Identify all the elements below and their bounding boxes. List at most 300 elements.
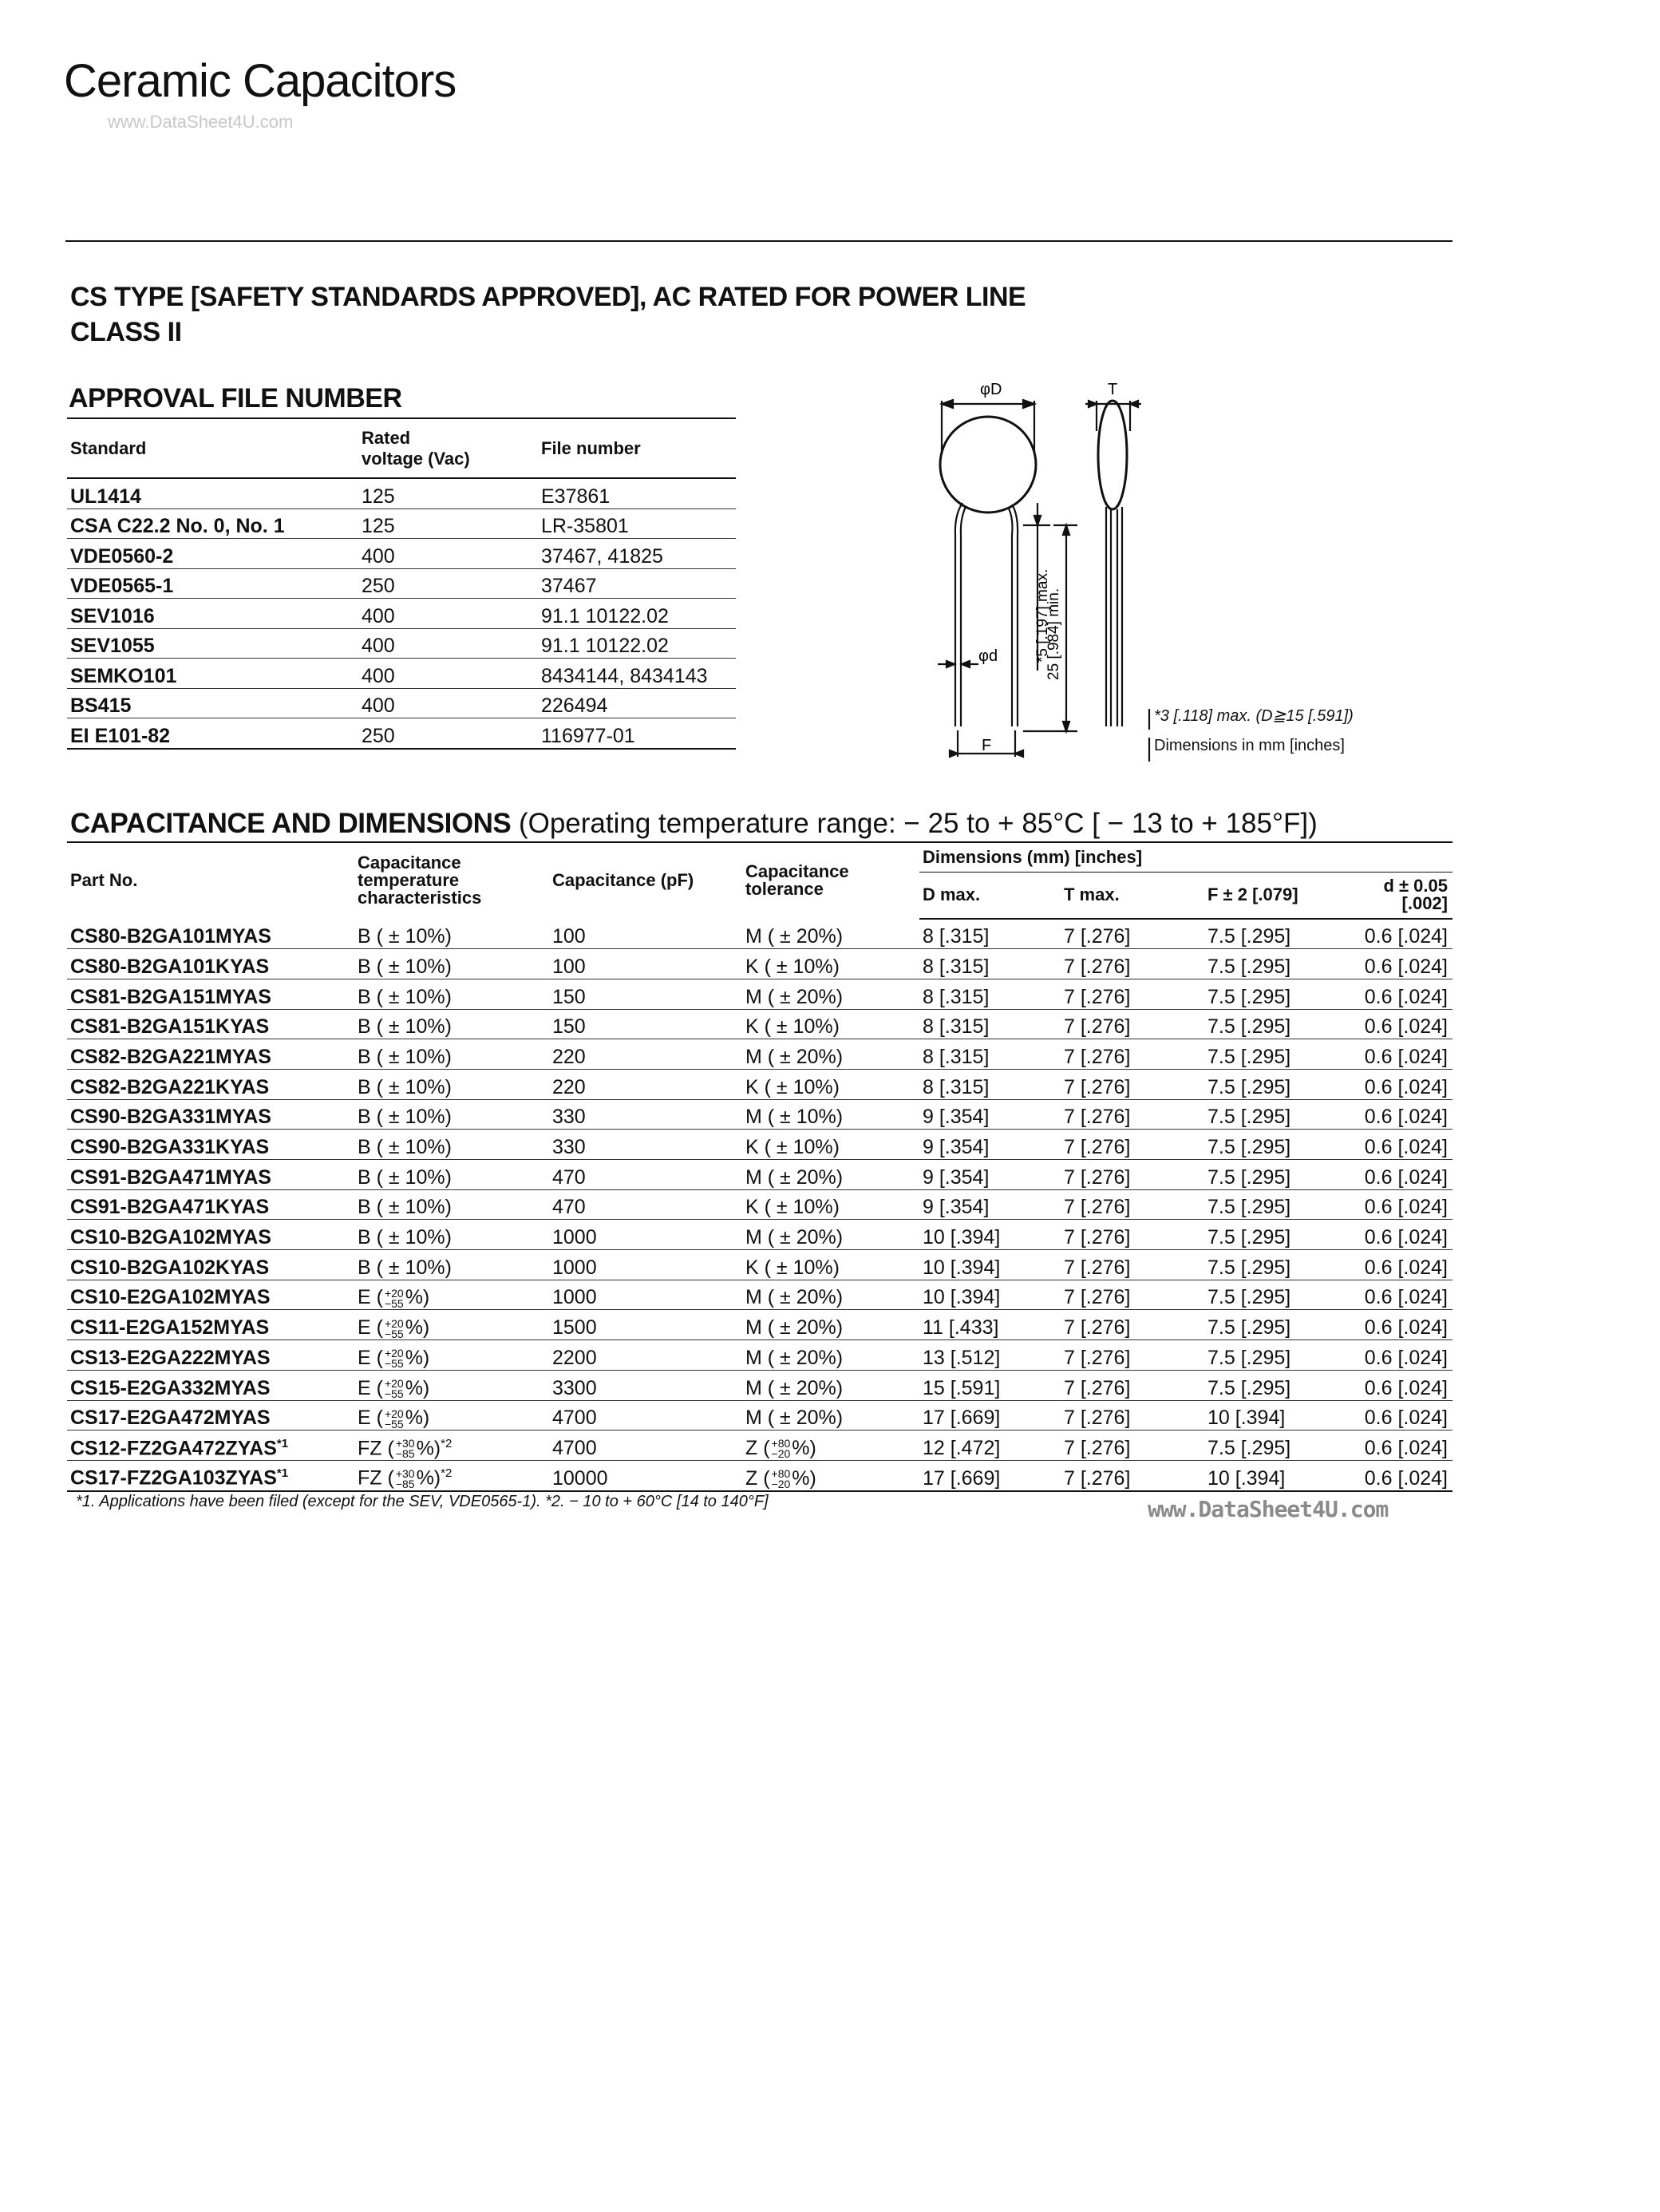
capacitance-row [67,1099,1452,1130]
d-max: 17 [.669] [919,1400,1061,1430]
approval-voltage: 250 [358,568,538,599]
d-max: 12 [.472] [919,1430,1061,1461]
approval-file: 226494 [538,688,736,718]
tolerance [742,1460,919,1490]
temp-characteristic [354,1370,549,1400]
part-number [67,919,354,949]
tolerance-fraction [396,1438,415,1459]
t-max: 7 [.276] [1061,1099,1204,1130]
lower-limit: −55 [384,1417,404,1430]
approval-file: 37467, 41825 [538,539,736,569]
t-max: 7 [.276] [1061,1460,1204,1490]
tolerance: K ( ± 10%) [742,1250,919,1280]
approval-standard: SEMKO101 [67,659,358,689]
value-prefix: FZ ( [358,1466,394,1490]
page-title: Ceramic Capacitors [64,55,457,107]
temp-characteristic [354,1340,549,1371]
capacitance-row [67,919,1452,949]
part-number-text: CS90-B2GA331KYAS [70,1136,270,1158]
capacitance-row [67,1069,1452,1099]
approval-table [67,417,736,750]
capacitance-row [67,949,1452,979]
approval-row [67,688,736,718]
t-max: 7 [.276] [1061,1189,1204,1220]
lead-diameter: 0.6 [.024] [1350,1370,1452,1400]
diagram-note-lead: *3 [.118] max. (D≧15 [.591]) [1154,707,1354,725]
capacitance-row [67,1039,1452,1070]
capacitance-value: 220 [549,1039,742,1070]
part-number [67,1310,354,1340]
col-rated-voltage: Rated voltage (Vac) [358,418,538,478]
approval-row [67,599,736,629]
capacitance-value: 4700 [549,1430,742,1461]
tolerance [742,1430,919,1461]
f-spacing: 7.5 [.295] [1204,1039,1350,1070]
tolerance: K ( ± 10%) [742,1009,919,1039]
capacitance-value: 330 [549,1130,742,1160]
part-number [67,1130,354,1160]
capacitance-value: 1000 [549,1220,742,1250]
footnote-ref: *1 [276,1436,289,1450]
approval-row [67,659,736,689]
lead-diameter: 0.6 [.024] [1350,1250,1452,1280]
part-number [67,1370,354,1400]
capacitance-row [67,1220,1452,1250]
col-d-max: D max. [919,873,1061,919]
approval-voltage: 400 [358,688,538,718]
capacitance-value: 1500 [549,1310,742,1340]
part-number-text: CS80-B2GA101KYAS [70,955,270,978]
capacitance-value: 220 [549,1069,742,1099]
col-t-max: T max. [1061,873,1204,919]
capacitance-row [67,1310,1452,1340]
lead-diameter: 0.6 [.024] [1350,1340,1452,1371]
d-max: 9 [.354] [919,1099,1061,1130]
part-number-text: CS17-E2GA472MYAS [70,1407,271,1430]
part-number-text: CS82-B2GA221KYAS [70,1075,270,1098]
part-number [67,1039,354,1070]
approval-header-row [67,418,736,478]
value-suffix: %) [405,1346,430,1369]
capacitance-row [67,1130,1452,1160]
lead-diameter: 0.6 [.024] [1350,1220,1452,1250]
upper-limit: +20 [384,1407,404,1420]
label-T: T [1108,381,1118,398]
approval-voltage: 125 [358,478,538,508]
d-max: 13 [.512] [919,1340,1061,1371]
approval-standard: VDE0565-1 [67,568,358,599]
capacitance-value: 330 [549,1099,742,1130]
value-prefix: E ( [358,1286,383,1309]
capacitance-row [67,1430,1452,1461]
upper-limit: +20 [384,1316,404,1330]
temp-characteristic: B ( ± 10%) [354,1130,549,1160]
part-number [67,1220,354,1250]
upper-limit: +30 [395,1466,415,1480]
f-spacing: 7.5 [.295] [1204,1310,1350,1340]
approval-voltage: 400 [358,659,538,689]
temp-characteristic: B ( ± 10%) [354,1189,549,1220]
approval-row [67,508,736,539]
t-max: 7 [.276] [1061,1130,1204,1160]
part-number-text: CS81-B2GA151MYAS [70,985,271,1008]
capacitance-title [70,808,1318,840]
section-heading [70,279,1026,350]
lead-diameter: 0.6 [.024] [1350,1460,1452,1490]
col-f: F ± 2 [.079] [1204,873,1350,919]
capacitance-value: 10000 [549,1460,742,1490]
col-capacitance: Capacitance (pF) [549,842,742,919]
f-spacing: 7.5 [.295] [1204,1280,1350,1310]
d-max: 9 [.354] [919,1189,1061,1220]
f-spacing: 7.5 [.295] [1204,1430,1350,1461]
t-max: 7 [.276] [1061,1009,1204,1039]
approval-voltage: 125 [358,508,538,539]
temp-characteristic: B ( ± 10%) [354,1220,549,1250]
approval-row [67,718,736,749]
capacitance-row [67,1189,1452,1220]
tolerance: M ( ± 10%) [742,1099,919,1130]
capacitance-value: 4700 [549,1400,742,1430]
tolerance: M ( ± 20%) [742,1220,919,1250]
temp-characteristic [354,1400,549,1430]
tolerance: K ( ± 10%) [742,1130,919,1160]
part-number-text: CS91-B2GA471MYAS [70,1165,271,1189]
capacitance-row [67,1280,1452,1310]
d-max: 11 [.433] [919,1310,1061,1340]
t-max: 7 [.276] [1061,1310,1204,1340]
d-max: 8 [.315] [919,1039,1061,1070]
value-suffix: %) [416,1466,441,1490]
value-prefix: E ( [358,1407,383,1430]
f-spacing: 7.5 [.295] [1204,1370,1350,1400]
part-number-text: CS80-B2GA101MYAS [70,925,271,948]
lead-diameter: 0.6 [.024] [1350,979,1452,1009]
section-heading-line1: CS TYPE [SAFETY STANDARDS APPROVED], AC RATED FOR POWER LINE [70,282,1026,312]
lead-diameter: 0.6 [.024] [1350,919,1452,949]
approval-file: E37861 [538,478,736,508]
lower-limit: −55 [384,1357,404,1371]
label-25-min: 25 [.984] min. [1045,588,1062,680]
approval-file: 8434144, 8434143 [538,659,736,689]
tolerance: M ( ± 20%) [742,1310,919,1340]
part-number [67,979,354,1009]
capacitance-row [67,979,1452,1009]
part-number-text: CS13-E2GA222MYAS [70,1346,271,1369]
t-max: 7 [.276] [1061,1400,1204,1430]
f-spacing: 7.5 [.295] [1204,1220,1350,1250]
t-max: 7 [.276] [1061,1280,1204,1310]
part-number-text: CS91-B2GA471KYAS [70,1196,270,1219]
approval-standard: BS415 [67,688,358,718]
capacitance-value: 150 [549,1009,742,1039]
temp-characteristic: B ( ± 10%) [354,949,549,979]
temp-characteristic: B ( ± 10%) [354,1039,549,1070]
part-number-text: CS17-FZ2GA103ZYAS [70,1466,277,1490]
part-number [67,1340,354,1371]
lower-limit: −85 [395,1447,415,1461]
value-suffix: %) [405,1286,430,1309]
approval-standard: UL1414 [67,478,358,508]
d-max: 10 [.394] [919,1250,1061,1280]
f-spacing: 10 [.394] [1204,1400,1350,1430]
f-spacing: 7.5 [.295] [1204,1099,1350,1130]
temp-characteristic: B ( ± 10%) [354,979,549,1009]
part-number-text: CS12-FZ2GA472ZYAS [70,1436,277,1459]
tolerance-fraction [771,1466,791,1490]
part-number [67,1160,354,1190]
approval-voltage: 400 [358,539,538,569]
capacitance-value: 100 [549,919,742,949]
part-number [67,1280,354,1310]
lead-diameter: 0.6 [.024] [1350,1280,1452,1310]
lead-diameter: 0.6 [.024] [1350,1430,1452,1461]
capacitance-value: 3300 [549,1370,742,1400]
lower-limit: −20 [771,1447,791,1461]
d-max: 17 [.669] [919,1460,1061,1490]
value-suffix: %) [792,1466,816,1490]
approval-standard: SEV1055 [67,628,358,659]
capacitance-value: 100 [549,949,742,979]
approval-file: 116977-01 [538,718,736,749]
footnote-ref: *2 [441,1436,453,1450]
upper-limit: +80 [771,1437,791,1450]
temp-characteristic: B ( ± 10%) [354,1009,549,1039]
part-number-text: CS15-E2GA332MYAS [70,1376,271,1399]
label-phi-d: φd [978,647,998,665]
temp-characteristic [354,1310,549,1340]
f-spacing: 7.5 [.295] [1204,1069,1350,1099]
approval-voltage: 250 [358,718,538,749]
part-number-text: CS10-E2GA102MYAS [70,1286,271,1309]
value-suffix: %) [792,1436,816,1459]
part-number-text: CS81-B2GA151KYAS [70,1015,270,1039]
temp-characteristic [354,1280,549,1310]
t-max: 7 [.276] [1061,1069,1204,1099]
d-max: 15 [.591] [919,1370,1061,1400]
approval-standard: VDE0560-2 [67,539,358,569]
upper-limit: +20 [384,1376,404,1390]
capacitance-table [67,841,1452,1492]
temp-characteristic: B ( ± 10%) [354,1250,549,1280]
upper-limit: +20 [384,1347,404,1360]
tolerance: K ( ± 10%) [742,949,919,979]
capacitance-value: 1000 [549,1280,742,1310]
temp-characteristic: B ( ± 10%) [354,1069,549,1099]
value-prefix: Z ( [745,1466,770,1490]
diagram-note-units: Dimensions in mm [inches] [1154,737,1345,754]
d-max: 9 [.354] [919,1130,1061,1160]
upper-limit: +20 [384,1286,404,1300]
temp-characteristic: B ( ± 10%) [354,1160,549,1190]
approval-row [67,478,736,508]
capacitance-value: 470 [549,1189,742,1220]
approval-row [67,628,736,659]
temp-characteristic: B ( ± 10%) [354,1099,549,1130]
tolerance: M ( ± 20%) [742,1340,919,1371]
tolerance: M ( ± 20%) [742,1280,919,1310]
value-prefix: E ( [358,1376,383,1399]
value-suffix: %) [405,1407,430,1430]
tolerance-fraction [772,1438,791,1459]
lower-limit: −55 [384,1387,404,1400]
col-standard: Standard [67,418,358,478]
d-max: 8 [.315] [919,979,1061,1009]
lead-diameter: 0.6 [.024] [1350,1400,1452,1430]
approval-voltage: 400 [358,628,538,659]
part-number-text: CS11-E2GA152MYAS [70,1316,270,1339]
col-part-no: Part No. [67,842,354,919]
part-number [67,1099,354,1130]
tolerance: M ( ± 20%) [742,979,919,1009]
approval-file: 37467 [538,568,736,599]
approval-standard: SEV1016 [67,599,358,629]
watermark-bottom: www.DataSheet4U.com [1148,1496,1389,1522]
lower-limit: −20 [771,1477,791,1490]
part-number [67,1189,354,1220]
capacitance-row [67,1250,1452,1280]
part-number-text: CS90-B2GA331MYAS [70,1106,271,1129]
tolerance: M ( ± 20%) [742,919,919,949]
lead-diameter: 0.6 [.024] [1350,1099,1452,1130]
label-F: F [982,737,992,754]
part-number [67,1460,354,1490]
tolerance: K ( ± 10%) [742,1069,919,1099]
capacitance-row [67,1400,1452,1430]
lead-diameter: 0.6 [.024] [1350,1189,1452,1220]
t-max: 7 [.276] [1061,949,1204,979]
lead-diameter: 0.6 [.024] [1350,1310,1452,1340]
lower-limit: −85 [395,1477,415,1490]
capacitance-value: 150 [549,979,742,1009]
f-spacing: 7.5 [.295] [1204,1189,1350,1220]
approval-file: LR-35801 [538,508,736,539]
f-spacing: 7.5 [.295] [1204,1009,1350,1039]
temp-characteristic [354,1430,549,1461]
capacitance-row [67,1340,1452,1371]
lead-diameter: 0.6 [.024] [1350,1009,1452,1039]
t-max: 7 [.276] [1061,1430,1204,1461]
approval-voltage: 400 [358,599,538,629]
value-prefix: FZ ( [358,1436,394,1459]
approval-standard: EI E101-82 [67,718,358,749]
capacitance-value: 1000 [549,1250,742,1280]
approval-standard: CSA C22.2 No. 0, No. 1 [67,508,358,539]
footnote: *1. Applications have been filed (except for the SEV, VDE0565-1). *2. − 10 to + 60°C [14 to 140°F] [76,1493,769,1510]
section-heading-line2: CLASS II [70,317,182,347]
value-prefix: E ( [358,1346,383,1369]
part-number [67,1009,354,1039]
approval-file: 91.1 10122.02 [538,599,736,629]
f-spacing: 7.5 [.295] [1204,919,1350,949]
footnote-ref: *1 [276,1466,289,1481]
d-max: 10 [.394] [919,1220,1061,1250]
tolerance-fraction [384,1316,404,1340]
tolerance-fraction [385,1348,404,1369]
capacitance-row [67,1370,1452,1400]
tolerance-fraction [395,1466,415,1490]
watermark-top: www.DataSheet4U.com [108,112,294,132]
t-max: 7 [.276] [1061,1220,1204,1250]
lead-diameter: 0.6 [.024] [1350,949,1452,979]
temp-characteristic: B ( ± 10%) [354,919,549,949]
part-number [67,1069,354,1099]
tolerance-fraction [384,1376,404,1400]
part-number [67,1250,354,1280]
f-spacing: 7.5 [.295] [1204,1250,1350,1280]
part-number [67,949,354,979]
label-phi-D: φD [980,381,1002,398]
approval-file: 91.1 10122.02 [538,628,736,659]
t-max: 7 [.276] [1061,1039,1204,1070]
lower-limit: −55 [384,1327,404,1340]
t-max: 7 [.276] [1061,1160,1204,1190]
part-number-text: CS10-B2GA102KYAS [70,1256,270,1279]
d-max: 8 [.315] [919,1009,1061,1039]
col-temp-char: Capacitance temperature characteristics [354,842,549,919]
label-5-max: *5 [.197] max. [1034,568,1051,663]
capacitance-value: 470 [549,1160,742,1190]
col-file-number: File number [538,418,736,478]
approval-row [67,539,736,569]
capacitance-value: 2200 [549,1340,742,1371]
f-spacing: 7.5 [.295] [1204,949,1350,979]
t-max: 7 [.276] [1061,1250,1204,1280]
part-number-text: CS10-B2GA102MYAS [70,1226,271,1249]
f-spacing: 7.5 [.295] [1204,979,1350,1009]
capacitance-row [67,1009,1452,1039]
part-number [67,1400,354,1430]
d-max: 8 [.315] [919,1069,1061,1099]
top-rule [65,240,1452,242]
value-suffix: %) [405,1316,430,1339]
t-max: 7 [.276] [1061,979,1204,1009]
col-dimensions-group: Dimensions (mm) [inches] [919,842,1452,873]
lead-diameter: 0.6 [.024] [1350,1069,1452,1099]
lead-diameter: 0.6 [.024] [1350,1130,1452,1160]
capacitance-header-row-1 [67,842,1452,873]
capacitance-row [67,1160,1452,1190]
value-suffix: %) [405,1376,430,1399]
t-max: 7 [.276] [1061,919,1204,949]
d-max: 8 [.315] [919,919,1061,949]
tolerance: M ( ± 20%) [742,1160,919,1190]
approval-row [67,568,736,599]
lead-diameter: 0.6 [.024] [1350,1160,1452,1190]
footnote-ref: *2 [441,1466,453,1481]
tolerance-fraction [385,1288,404,1309]
temp-characteristic [354,1460,549,1490]
approval-title: APPROVAL FILE NUMBER [69,383,402,414]
tolerance: M ( ± 20%) [742,1400,919,1430]
t-max: 7 [.276] [1061,1340,1204,1371]
f-spacing: 7.5 [.295] [1204,1160,1350,1190]
part-number [67,1430,354,1461]
f-spacing: 7.5 [.295] [1204,1130,1350,1160]
f-spacing: 7.5 [.295] [1204,1340,1350,1371]
tolerance: K ( ± 10%) [742,1189,919,1220]
lower-limit: −55 [384,1296,404,1310]
tolerance-fraction [385,1409,404,1430]
d-max: 10 [.394] [919,1280,1061,1310]
col-lead-d: d ± 0.05 [.002] [1350,873,1452,919]
value-suffix: %) [416,1436,441,1459]
value-prefix: Z ( [745,1436,770,1459]
tolerance: M ( ± 20%) [742,1370,919,1400]
capacitance-title-bold: CAPACITANCE AND DIMENSIONS [70,808,512,839]
t-max: 7 [.276] [1061,1370,1204,1400]
capacitance-title-range: (Operating temperature range: − 25 to + 85°C [ − 13 to + 185°F]) [518,808,1318,839]
